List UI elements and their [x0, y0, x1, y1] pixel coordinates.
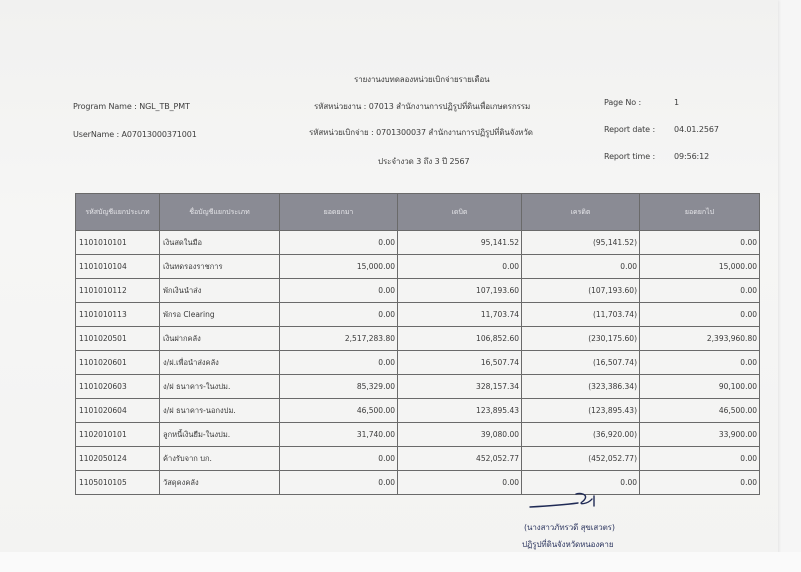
cell-account-code: 1101010101: [76, 231, 160, 255]
cell-debit: 328,157.34: [398, 375, 522, 399]
cell-opening-balance: 0.00: [280, 303, 398, 327]
cell-account-name: ง/ฝ ธนาคาร-ในงปม.: [160, 375, 280, 399]
cell-account-name: วัสดุคงคลัง: [160, 471, 280, 495]
cell-credit: (323,386.34): [522, 375, 640, 399]
cell-account-code: 1102010101: [76, 423, 160, 447]
cell-opening-balance: 15,000.00: [280, 255, 398, 279]
program-value: NGL_TB_PMT: [139, 102, 190, 111]
cell-account-code: 1101010112: [76, 279, 160, 303]
unit-value: 07013 สำนักงานการปฏิรูปที่ดินเพื่อเกษตรกรรม: [368, 102, 531, 111]
cell-account-code: 1101020501: [76, 327, 160, 351]
cell-credit: 0.00: [522, 255, 640, 279]
cell-credit: (123,895.43): [522, 399, 640, 423]
cell-closing-balance: 0.00: [640, 231, 760, 255]
program-name: [73, 102, 190, 111]
table-row: [76, 255, 760, 279]
cell-opening-balance: 2,517,283.80: [280, 327, 398, 351]
cell-debit: 39,080.00: [398, 423, 522, 447]
cell-account-name: ง/ฝ.เพื่อนำส่งคลัง: [160, 351, 280, 375]
cell-account-name: เงินสดในมือ: [160, 231, 280, 255]
cell-debit: 11,703.74: [398, 303, 522, 327]
col-debit: เดบิต: [398, 194, 522, 231]
report-time-label: Report time :: [604, 152, 656, 161]
cell-account-name: พักรอ Clearing: [160, 303, 280, 327]
program-label: Program Name :: [73, 102, 137, 111]
report-date: 04.01.2567: [674, 125, 719, 134]
cell-debit: 106,852.60: [398, 327, 522, 351]
col-opening-balance: ยอดยกมา: [280, 194, 398, 231]
trial-balance-table: [75, 193, 760, 495]
cell-credit: (230,175.60): [522, 327, 640, 351]
cell-account-code: 1102050124: [76, 447, 160, 471]
cell-credit: (16,507.74): [522, 351, 640, 375]
cell-opening-balance: 0.00: [280, 231, 398, 255]
cell-closing-balance: 90,100.00: [640, 375, 760, 399]
bottom-edge: [0, 552, 801, 572]
cell-account-code: 1101020604: [76, 399, 160, 423]
cell-account-code: 1101020603: [76, 375, 160, 399]
col-closing-balance: ยอดยกไป: [640, 194, 760, 231]
cell-closing-balance: 0.00: [640, 279, 760, 303]
page-number: 1: [674, 98, 679, 107]
cell-closing-balance: 0.00: [640, 303, 760, 327]
cell-opening-balance: 31,740.00: [280, 423, 398, 447]
cell-credit: (95,141.52): [522, 231, 640, 255]
signatory-name: (นางสาวภัทรวดี สุขเสวตร): [524, 523, 615, 532]
cell-debit: 107,193.60: [398, 279, 522, 303]
cell-debit: 123,895.43: [398, 399, 522, 423]
cell-opening-balance: 0.00: [280, 351, 398, 375]
cell-opening-balance: 85,329.00: [280, 375, 398, 399]
cell-opening-balance: 0.00: [280, 471, 398, 495]
table-row: [76, 303, 760, 327]
user-name: [73, 130, 197, 139]
cell-credit: (452,052.77): [522, 447, 640, 471]
cell-closing-balance: 46,500.00: [640, 399, 760, 423]
table-row: [76, 327, 760, 351]
cell-account-name: พักเงินนำส่ง: [160, 279, 280, 303]
table-row: [76, 399, 760, 423]
table-row: [76, 375, 760, 399]
report-period: ประจำงวด 3 ถึง 3 ปี 2567: [378, 157, 470, 166]
cell-opening-balance: 46,500.00: [280, 399, 398, 423]
cell-account-name: ลูกหนี้เงินยืม-ในงปม.: [160, 423, 280, 447]
table-row: [76, 447, 760, 471]
col-account-code: รหัสบัญชีแยกประเภท: [76, 194, 160, 231]
cell-account-code: 1101020601: [76, 351, 160, 375]
cell-debit: 95,141.52: [398, 231, 522, 255]
table-row: [76, 351, 760, 375]
cell-closing-balance: 0.00: [640, 447, 760, 471]
cell-closing-balance: 0.00: [640, 351, 760, 375]
cell-debit: 0.00: [398, 471, 522, 495]
report-date-label: Report date :: [604, 125, 656, 134]
table-row: [76, 231, 760, 255]
cell-credit: (107,193.60): [522, 279, 640, 303]
cell-account-name: ค้างรับจาก บก.: [160, 447, 280, 471]
cell-credit: (36,920.00): [522, 423, 640, 447]
cell-closing-balance: 33,900.00: [640, 423, 760, 447]
table-header-row: [76, 194, 760, 231]
col-credit: เครดิต: [522, 194, 640, 231]
table-row: [76, 423, 760, 447]
report-title: รายงานงบทดลองหน่วยเบิกจ่ายรายเดือน: [354, 75, 490, 84]
cell-credit: 0.00: [522, 471, 640, 495]
cell-closing-balance: 0.00: [640, 471, 760, 495]
unit-label: รหัสหน่วยงาน :: [314, 102, 367, 111]
cell-account-name: เงินฝากคลัง: [160, 327, 280, 351]
cell-credit: (11,703.74): [522, 303, 640, 327]
cell-account-code: 1101010113: [76, 303, 160, 327]
cell-closing-balance: 15,000.00: [640, 255, 760, 279]
user-value: A07013000371001: [121, 130, 197, 139]
cell-opening-balance: 0.00: [280, 447, 398, 471]
cell-closing-balance: 2,393,960.80: [640, 327, 760, 351]
cell-account-name: เงินทดรองราชการ: [160, 255, 280, 279]
cell-account-code: 1101010104: [76, 255, 160, 279]
agency-code: [314, 100, 530, 113]
signatory-title: ปฏิรูปที่ดินจังหวัดหนองคาย: [522, 540, 614, 549]
col-account-name: ชื่อบัญชีแยกประเภท: [160, 194, 280, 231]
signature-scribble: [528, 490, 618, 510]
cell-debit: 452,052.77: [398, 447, 522, 471]
disb-label: รหัสหน่วยเบิกจ่าย :: [309, 128, 374, 137]
page-label: Page No :: [604, 98, 642, 107]
cell-opening-balance: 0.00: [280, 279, 398, 303]
cell-debit: 16,507.74: [398, 351, 522, 375]
user-label: UserName :: [73, 130, 120, 139]
disbursing-unit: [309, 126, 533, 139]
table-row: [76, 279, 760, 303]
cell-account-name: ง/ฝ ธนาคาร-นอกงปม.: [160, 399, 280, 423]
cell-account-code: 1105010105: [76, 471, 160, 495]
cell-debit: 0.00: [398, 255, 522, 279]
disb-value: 0701300037 สำนักงานการปฏิรูปที่ดินจังหวัด: [376, 128, 533, 137]
table-row: [76, 471, 760, 495]
report-time: 09:56:12: [674, 152, 710, 161]
